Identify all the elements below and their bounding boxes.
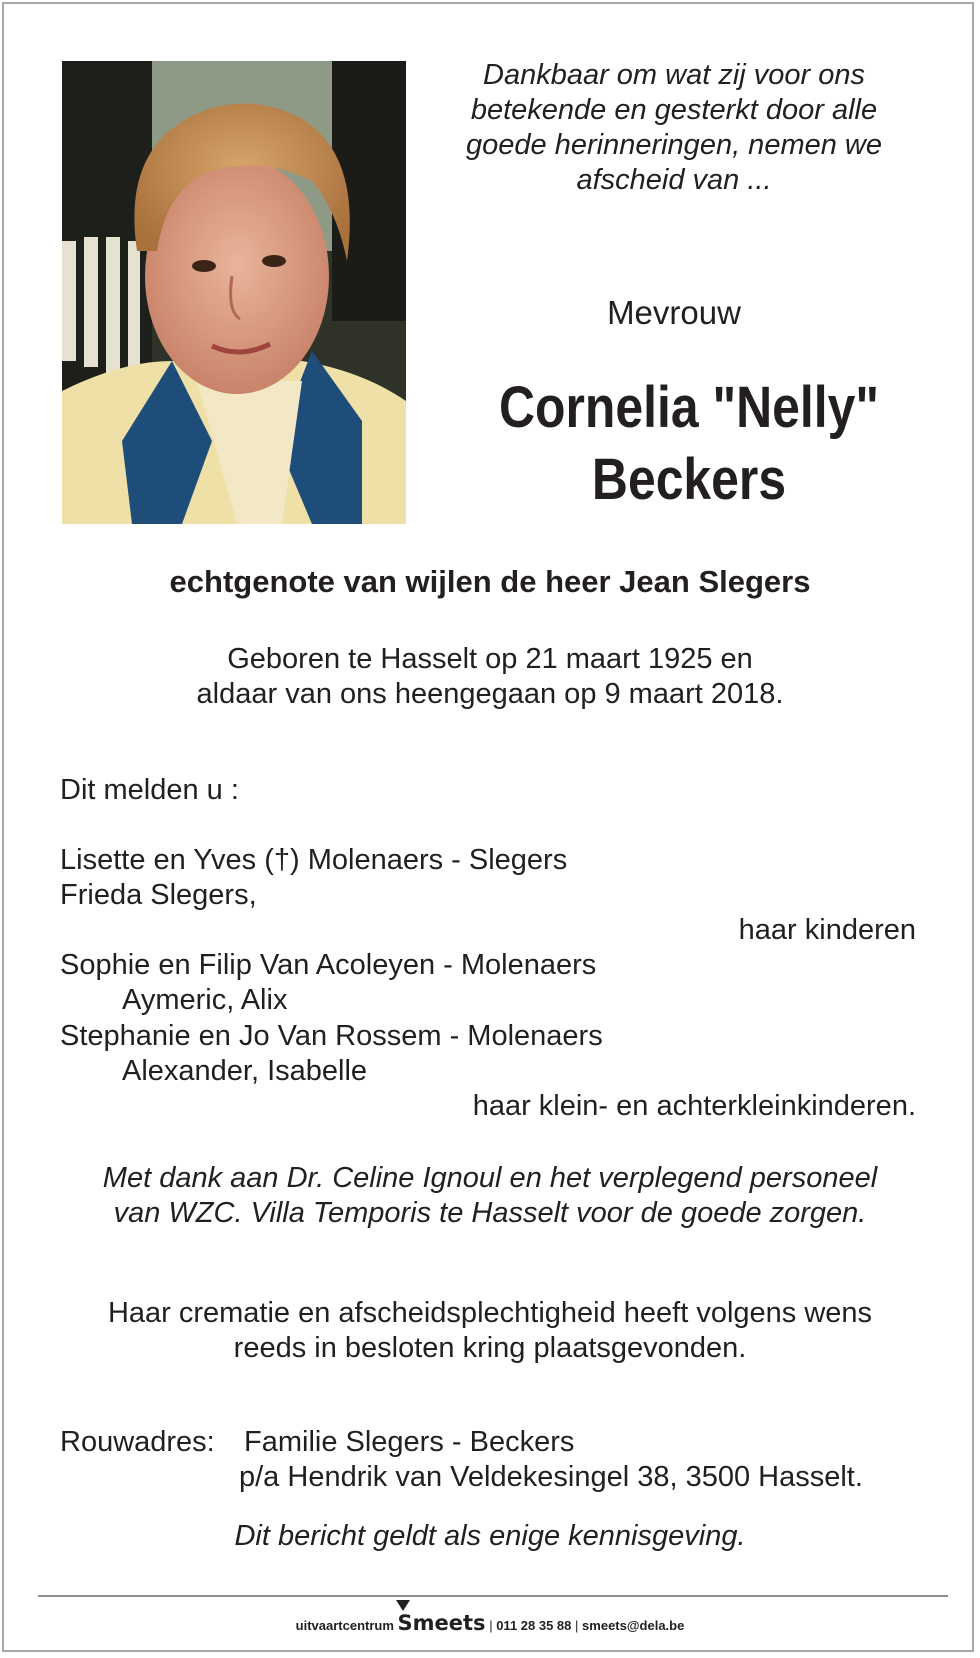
- footer-email[interactable]: smeets@dela.be: [582, 1618, 685, 1633]
- family-line: Sophie en Filip Van Acoleyen - Molenaers: [60, 949, 597, 981]
- thanks-note: [4, 1161, 976, 1231]
- family-line: Frieda Slegers,: [60, 879, 257, 911]
- death-notice-card: [2, 2, 974, 1652]
- footer-brand: Smeets: [397, 1611, 486, 1635]
- deceased-name-line1: Cornelia "Nelly": [499, 375, 879, 440]
- address-label: Rouwadres:: [60, 1426, 215, 1458]
- children-label: haar kinderen: [738, 914, 916, 946]
- intro-line: afscheid van ...: [576, 164, 772, 196]
- deceased-name-line2: Beckers: [591, 447, 787, 512]
- cremation-line1: Haar crematie en afscheidsplechtigheid heeft volgens wens: [107, 1297, 873, 1329]
- footer-separator: |: [489, 1618, 493, 1633]
- footer-prefix: uitvaartcentrum: [295, 1618, 394, 1633]
- address-line2: p/a Hendrik van Veldekesingel 38, 3500 Hasselt.: [239, 1461, 863, 1493]
- thanks-line2: van WZC. Villa Temporis te Hasselt voor de goede zorgen.: [113, 1197, 867, 1229]
- cremation-note: [4, 1296, 976, 1366]
- family-intro: Dit melden u :: [60, 774, 239, 806]
- intro-line: Dankbaar om wat zij voor ons: [483, 59, 865, 91]
- cremation-line2: reeds in besloten kring plaatsgevonden.: [233, 1332, 747, 1364]
- footer: [4, 1611, 976, 1635]
- birth-death-info: [4, 642, 976, 712]
- intro-quote: [434, 58, 914, 198]
- born-line1: Geboren te Hasselt op 21 maart 1925 en: [227, 643, 753, 675]
- portrait-photo: [62, 61, 406, 524]
- intro-line: betekende en gesterkt door alle: [470, 94, 878, 126]
- notice: Dit bericht geldt als enige kennisgeving.: [234, 1520, 746, 1552]
- intro-line: goede herinneringen, nemen we: [466, 129, 882, 161]
- family-line: Aymeric, Alix: [122, 984, 288, 1016]
- family-line: Alexander, Isabelle: [122, 1055, 368, 1087]
- footer-divider: [38, 1595, 948, 1597]
- triangle-marker-icon: [396, 1600, 410, 1611]
- footer-phone: 011 28 35 88: [496, 1618, 572, 1633]
- grandchildren-label: haar klein- en achterkleinkinderen.: [472, 1090, 916, 1122]
- family-line: Stephanie en Jo Van Rossem - Molenaers: [60, 1020, 603, 1052]
- thanks-line1: Met dank aan Dr. Celine Ignoul en het verplegend personeel: [102, 1162, 878, 1194]
- spouse-line: echtgenote van wijlen de heer Jean Slegers: [169, 564, 811, 599]
- deceased-name: [470, 372, 909, 516]
- footer-separator: |: [575, 1618, 579, 1633]
- address-line1: Familie Slegers - Beckers: [244, 1426, 575, 1458]
- born-line2: aldaar van ons heengegaan op 9 maart 2018.: [196, 678, 784, 710]
- honorific: Mevrouw: [607, 294, 741, 331]
- family-line: Lisette en Yves (†) Molenaers - Slegers: [60, 844, 568, 876]
